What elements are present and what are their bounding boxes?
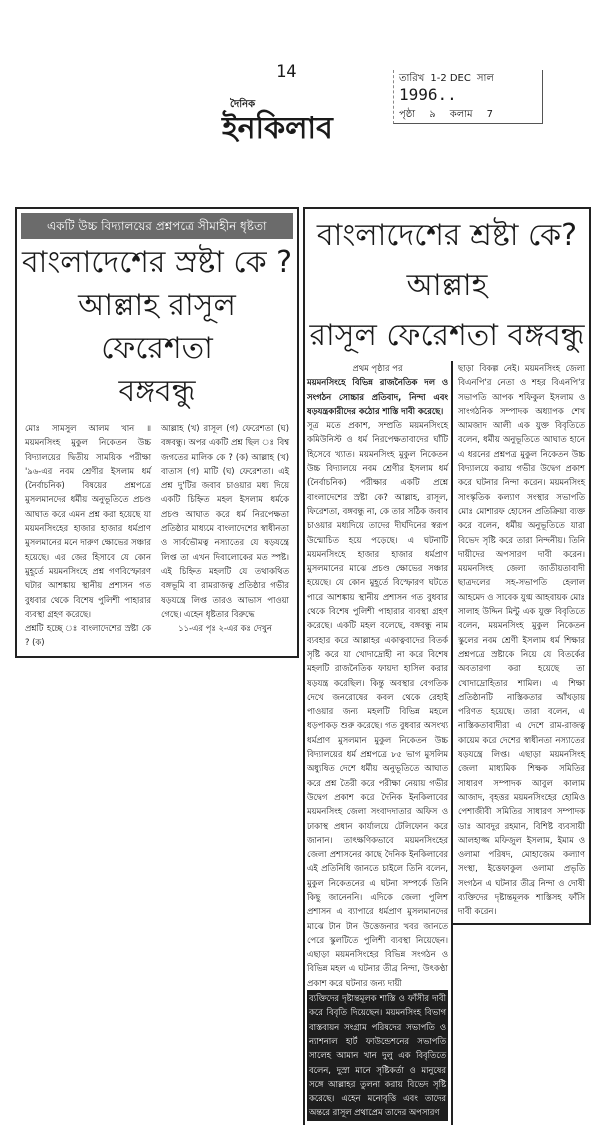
headline-line: বাংলাদেশের স্রষ্টা কে ? [21,245,293,280]
lead-paragraph: ময়মনসিংহে বিভিন্ন রাজনৈতিক দল ও সংগঠন সোচ্চার প্রতিবাদ, নিন্দা এবং ষড়যন্ত্রকারীদের কঠোর শাস্তি দাবী করেছে। [307,377,448,416]
right-article [303,207,591,1125]
headline-line: বঙ্গবন্ধু [118,374,196,409]
body-text: মোঃ সামসুল আলম খান ॥ ময়মনসিংহ মুকুল নিকেতন উচ্চ বিদ্যালয়ের দ্বিতীয় সাময়িক পরীক্ষা '৯৬-এর নবম শ্রেণীর ইসলাম ধর্ম (নৈর্বাচনিক) বিষয়ের প্রশ্নপত্রে মুসলমানদের ধর্মীয় অনুভূতিতে প্রচণ্ড আঘাত করে এমন প্রশ্ন করা হয়েছে যা ময়মনসিংহের হাজার হাজার ধর্মপ্রাণ মুসলমানের মনে দারুণ ক্ষোভের সঞ্চার হয়েছে। এর জের হিসাবে যে কোন মুহূর্তে ময়মনসিংহে প্রশ্ন গণবিস্ফোরণ ঘটার আশঙ্কায় স্থানীয় প্রশাসন গত বুধবার থেকে বিশেষ পুলিশী পাহারার ব্যবস্থা গ্রহণ করেছে। [25,423,151,619]
body-text: সূত্র মতে প্রকাশ, সম্প্রতি ময়মনসিংহে কমিউনিস্ট ও ধর্ম নিরপেক্ষতাবাদের ঘাঁটি হিসেবে খ্যাত। ময়মনসিংহ মুকুল নিকেতন উচ্চ বিদ্যালয়ে নবম শ্রেণীর ইসলাম ধর্ম (নৈর্বাচনিক) পরীক্ষার একটি প্রশ্নে বাংলাদেশের স্রষ্টা কে? আল্লাহ, রাসূল, ফিরেশতা, বঙ্গবন্ধু না, কে তার সঠিক জবাব চাওয়ার মধ্যদিয়ে তাদের দীর্ঘদিনের স্বরূপ উন্মোচিত হয়ে পড়েছে। এ ঘটনাটি ময়মনসিংহে হাজার হাজার ধর্মপ্রাণ মুসলমানের মাঝে প্রচণ্ড ক্ষোভের সঞ্চার হয়েছে। যে কোন মুহূর্তে বিস্ফোরণ ঘটতে পারে আশঙ্কায় স্থানীয় প্রশাসন গত বুধবার থেকে বিশেষ পুলিশী পাহারার ব্যবস্থা গ্রহণ করেছে। একটি মহল বলেছে, বঙ্গবন্ধু নাম ব্যবহার করে আল্লাহর একাত্ববাদের বিতর্ক সৃষ্টি করে যা খোদাদ্রোহী না করে বিশেষ মহলটি রাজনৈতিক ফায়দা হাসিল করার ষড়যন্ত্র করেছিল। কিন্তু অবস্থার বেগতিক দেখে জনরোষের কবল থেকে রেহাই পাওয়ার জন্য মহলটি বিভিন্ন মহলে ধড়পাকড় শুরু করেছে। গত বুধবার অসংখ্য ধর্মপ্রাণ মুসলমান মুকুল নিকেতন উচ্চ বিদ্যালয়ের ধর্ম প্রশ্নপত্রে ৮৫ ভাগ মুসলিম অধ্যুষিত দেশে ধর্মীয় অনুভূতিতে আঘাত করে প্রশ্ন তৈরী করে পরীক্ষা নেয়ায় গভীর উদ্বেগ প্রকাশ করে দৈনিক ইনকিলাবের ময়মনসিংহ জেলা সংবাদদাতার অফিস ও ঢাকাস্থ প্রধান কার্যালয়ে টেলিফোন করে জানান। তাৎক্ষণিকভাবে ময়মনসিংহের জেলা প্রশাসনের কাছে দৈনিক ইনকিলাবের এই প্রতিনিধি জানতে চাইলে তিনি বলেন, মুকুল নিকেতনের এ ঘটনা সম্পর্কে তিনি কিছু জানেননি। এদিকে জেলা পুলিশ প্রশাসন এ ব্যাপারে ধর্মপ্রাণ মুসলমানদের মাঝে টান টান উত্তেজনার খবর জানতে পেরে স্কুলটিতে পুলিশী ব্যবস্থা নিয়েছেন। এছাড়া ময়মনসিংহের বিভিন্ন সংগঠন ও বিভিন্ন মহল এ ঘটনার তীব্র নিন্দা, উৎকণ্ঠা প্রকাশ করে ঘটনার জন্য দায়ী [307,420,448,988]
stamp-column-label: কলাম [449,109,473,120]
stamp-column: 7 [486,109,493,120]
date-stamp [393,70,543,124]
body-text: প্রশ্নটি হচ্ছে ঃ বাংলাদেশের স্রষ্টা কে ? (ক) [25,623,151,648]
stamp-date-label: তারিখ [399,73,425,84]
left-column-2 [161,421,289,635]
page-number: 14 [276,62,297,82]
right-headline [303,207,591,361]
left-article [15,207,299,658]
masthead-name: ইনকিলাব [222,111,333,146]
continued-note: ১১-এর পৃঃ ২-এর কঃ দেখুন [178,623,272,634]
masthead [222,98,333,147]
stamp-page: ৯ [429,109,436,120]
left-headline [21,241,293,413]
headline-line: বাংলাদেশের শ্রষ্টা কে? আল্লাহ [316,218,578,303]
article-kicker: একটি উচ্চ বিদ্যালয়ের প্রশ্নপত্রে সীমাহীন ধৃষ্টতা [21,213,293,239]
body-text: আল্লাহ (খ) রাসূল (গ) ফেরেশতা (ঘ) বঙ্গবন্ধু। অপর একটি প্রশ্ন ছিল ঃ বিশ্ব জগতের মালিক কে ? (ক) আল্লাহ (খ) বাতাস (গ) মাটি (ঘ) ফেরেশতা। এই প্রশ্ন দু'টির জবাব চাওয়ার মধ্য দিয়ে একটি চিহ্নিত মহল ইসলাম ধর্মকে প্রচণ্ড আঘাত করে ধর্ম নিরপেক্ষতা প্রতিষ্ঠার মাধ্যমে বাংলাদেশের স্বাধীনতা ও সার্বভৌমত্ব নস্যাতের যে ষড়যন্ত্রে লিপ্ত তা এখন দিবালোকের মত স্পষ্ট। এই চিহ্নিত মহলটি যে তথাকথিত বঙ্গভূমি বা রামরাজত্ব প্রতিষ্ঠার গভীর ষড়যন্ত্রে লিপ্ত তারও আভাস পাওয়া গেছে। এহেন ধৃষ্টতার বিরুদ্ধে [161,423,289,619]
left-column-1 [25,421,151,650]
stamp-year-label: সাল [476,73,494,84]
headline-line: আল্লাহ রাসূল ফেরেশতা [78,288,236,366]
left-columns [21,421,293,650]
stamp-date: 1-2 DEC [430,73,471,84]
right-columns [303,361,591,1125]
stamp-year: 1996.. [399,85,457,104]
masthead-prefix: দৈনিক [230,99,256,110]
highlighted-text: ব্যক্তিদের দৃষ্টান্তমূলক শাস্তি ও ফাঁসীর দাবী করে বিবৃতি দিয়েছেন। ময়মনসিংহ বিভাগ বাস্তবায়ন সংগ্রাম পরিষদের সভাপতি ও ন্যাশনাল হার্ট ফাউন্ডেশনের সভাপতি সালেহ আমান খান দুলু এক বিবৃতিতে বলেন, দুস্রা মানে সৃষ্টিকর্তা ও মানুষের সঙ্গে আল্লাহর তুলনা করায় বিভেদ সৃষ্টি করেছে। এহেন মনোবৃত্তি এবং তাদের অন্তরে রাসূল প্রথাপ্রেম তাদের অপসারণ [307,990,448,1121]
stamp-page-label: পৃষ্ঠা [399,109,416,120]
from-page-note: প্রথম পৃষ্ঠার পর [352,363,403,373]
right-column-1 [303,361,453,1125]
right-column-2: ছাড়া বিকল্প নেই। ময়মনসিংহ জেলা বিএনপি'র নেতা ও শহর বিএনপি'র সভাপতি আপক শফিকুল ইসলাম ও সাংগঠনিক সম্পাদক অধ্যাপক শেখ আমজাদ আলী এক যুক্ত বিবৃতিতে বলেন, ধর্মীয় অনুভূতিতে আঘাত হানে এ ধরনের প্রশ্নপত্র মুকুল নিকেতন উচ্চ বিদ্যালয়ে করায় গভীর উদ্বেগ প্রকাশ করে ঘটনার নিন্দা করেন। ময়মনসিংহ সাংস্কৃতিক কল্যাণ সংস্থার সভাপতি মোঃ মোশারফ হোসেন প্রতিক্রিয়া ব্যক্ত করে বলেন, ধর্মীয় অনুভূতিতে যারা বিভেদ সৃষ্টি করে তারা নিন্দনীয়। তিনি দায়ীদের অপসারণ দাবী করেন। ময়মনসিংহ জেলা জাতীয়তাবাদী ছাত্রদলের সহ-সভাপতি হেলাল আহমেদ ও সাবেক যুগ্ম আহবায়ক মোঃ সালাহ উদ্দিন মিন্টু এক যুক্ত বিবৃতিতে বলেন, ময়মনসিংহ মুকুল নিকেতন স্কুলের নবম শ্রেণী ইসলাম ধর্ম শিক্ষার প্রশ্নপত্রে স্রষ্টাকে নিয়ে যে বিতর্কের অবতারণা করা হয়েছে তা খোদাদ্রোহিতার শামিল। এ শিক্ষা প্রতিষ্ঠানটি নাস্তিকতার আঁখড়ায় পরিণত হয়েছে। তারা বলেন, এ নাস্তিকতাবাদীরা এ দেশে রাম-রাজত্ব কায়েম করে দেশের স্বাধীনতা নস্যাতের ষড়যন্ত্রে লিপ্ত। এছাড়া ময়মনসিংহ জেলা মাধ্যমিক শিক্ষক সমিতির সাধারণ সম্পাদক আবুল কালাম আজাদ, বৃহত্তর ময়মনসিংহের হোমিও পেশাজীবী সমিতির সাধারণ সম্পাদক ডাঃ আবদুর রহমান, বিশিষ্ট ব্যবসায়ী আলহাজ্জ মফিজুল ইসলাম, ইমাম ও ওলামা পরিষদ, মোহাজেম কল্যাণ সংস্থা, ইত্তেফাকুল ওলামা প্রভৃতি সংগঠন এ ঘটনার তীব্র নিন্দা ও দোষী ব্যক্তিদের দৃষ্টান্তমূলক শাস্তিসহ ফাঁসি দাবী করেন। [453,361,591,925]
headline-line: রাসূল ফেরেশতা বঙ্গবন্ধু [309,318,585,353]
